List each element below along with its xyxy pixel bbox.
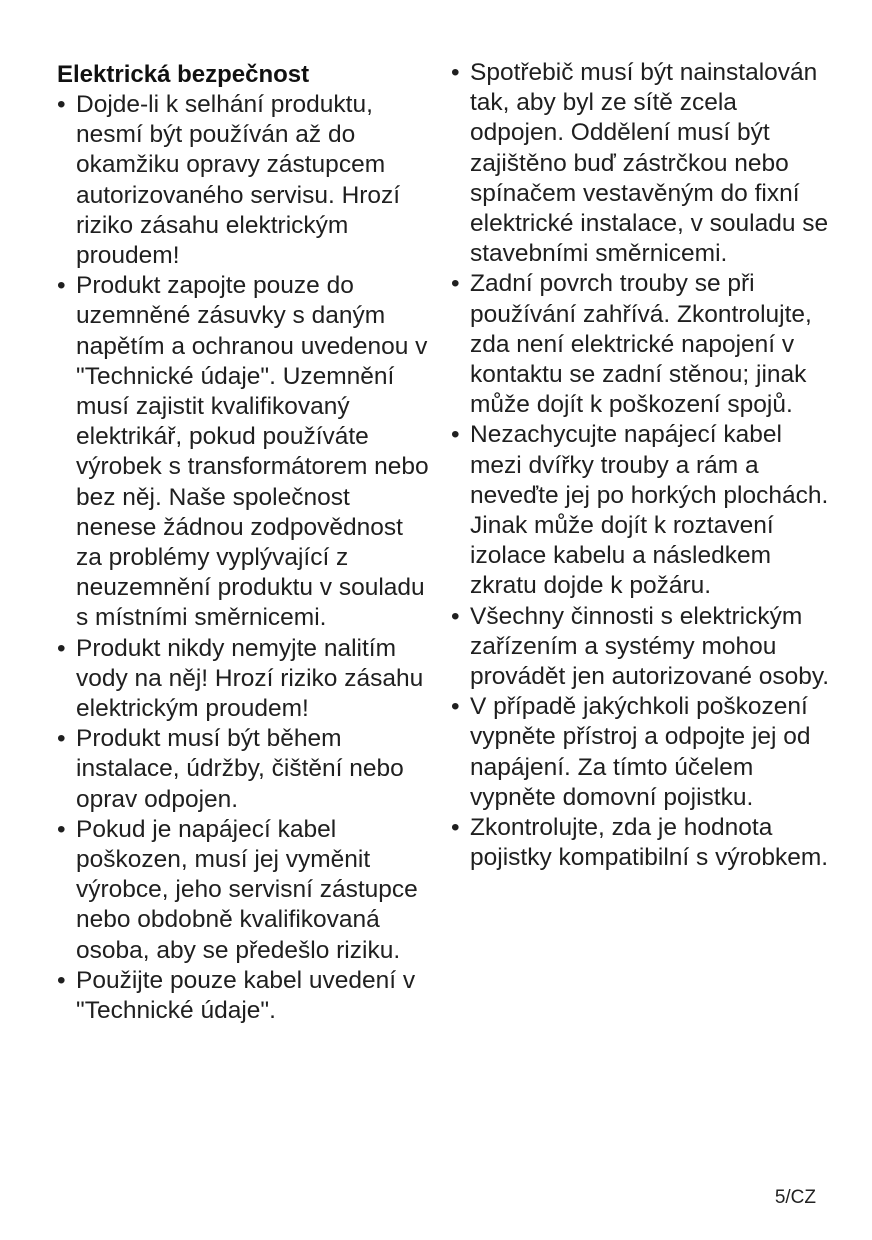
list-item-text: Všechny činnosti s elektrickým zařízením a systémy mohou provádět jen autorizované osoby. xyxy=(470,602,830,691)
list-item-text: Produkt musí být během instalace, údržby, čištění nebo oprav odpojen. xyxy=(76,725,404,813)
list-item xyxy=(451,58,835,269)
list-item-text: Dojde-li k selhání produktu, nesmí být používán až do okamžiku opravy zástupcem autorizovaného servisu. Hrozí riziko zásahu elektrickým proudem! xyxy=(76,91,401,270)
list-item-text: Použijte pouze kabel uvedení v "Technické údaje". xyxy=(76,966,416,1025)
bullet-icon: • xyxy=(57,966,66,994)
list-item xyxy=(451,420,835,601)
list-item xyxy=(451,813,835,873)
list-item xyxy=(451,602,835,693)
list-item xyxy=(451,692,835,813)
list-item-text: Produkt zapojte pouze do uzemněné zásuvky s daným napětím a ochranou uvedenou v "Technické údaje". Uzemnění musí zajistit kvalifikovaný elektrikář, pokud používáte výrobek s transformátorem nebo bez něj. Naše společnost nenese žádnou zodpovědnost za problémy vyplývající z neuzemnění produktu v souladu s místními směrnicemi. xyxy=(76,272,429,632)
list-item xyxy=(57,90,429,271)
left-column xyxy=(57,60,429,1026)
list-item-text: Pokud je napájecí kabel poškozen, musí jej vyměnit výrobce, jeho servisní zástupce nebo obdobně kvalifikovaná osoba, aby se předešlo riziku. xyxy=(76,815,418,964)
bullet-icon: • xyxy=(57,272,66,300)
bullet-icon: • xyxy=(57,91,66,118)
list-item xyxy=(57,271,429,633)
list-item-text: Zadní povrch trouby se při používání zahřívá. Zkontrolujte, zda není elektrické napojení v kontaktu se zadní stěnou; jinak může dojít k poškození spojů. xyxy=(470,270,812,419)
right-bullet-list xyxy=(451,58,835,873)
list-item-text: Nezachycujte napájecí kabel mezi dvířky trouby a rám a neveďte jej po horkých plochách. Jinak může dojít k roztavení izolace kabelu a následkem zkratu dojde k požáru. xyxy=(470,421,829,600)
section-heading: Elektrická bezpečnost xyxy=(57,61,310,88)
bullet-icon: • xyxy=(451,602,460,630)
bullet-icon: • xyxy=(57,725,66,753)
list-item xyxy=(451,269,835,420)
list-item xyxy=(57,966,429,1026)
list-item-text: V případě jakýchkoli poškození vypněte přístroj a odpojte jej od napájení. Za tímto účelem vypněte domovní pojistku. xyxy=(470,693,811,811)
bullet-icon: • xyxy=(451,693,460,721)
left-bullet-list xyxy=(57,90,429,1026)
page-number: 5/CZ xyxy=(774,1187,816,1208)
list-item xyxy=(57,724,429,815)
bullet-icon: • xyxy=(57,634,66,662)
list-item xyxy=(57,815,429,966)
bullet-icon: • xyxy=(57,815,66,843)
right-column xyxy=(451,58,835,873)
bullet-icon: • xyxy=(451,59,460,86)
list-item xyxy=(57,634,429,725)
list-item-text: Spotřebič musí být nainstalován tak, aby byl ze sítě zcela odpojen. Oddělení musí být zajištěno buď zástrčkou nebo spínačem vestavěným do fixní elektrické instalace, v souladu se stavebními směrnicemi. xyxy=(470,59,829,268)
bullet-icon: • xyxy=(451,814,460,842)
bullet-icon: • xyxy=(451,270,460,298)
bullet-icon: • xyxy=(451,421,460,449)
list-item-text: Zkontrolujte, zda je hodnota pojistky kompatibilní s výrobkem. xyxy=(470,814,829,872)
list-item-text: Produkt nikdy nemyjte nalitím vody na něj! Hrozí riziko zásahu elektrickým proudem! xyxy=(76,634,424,723)
